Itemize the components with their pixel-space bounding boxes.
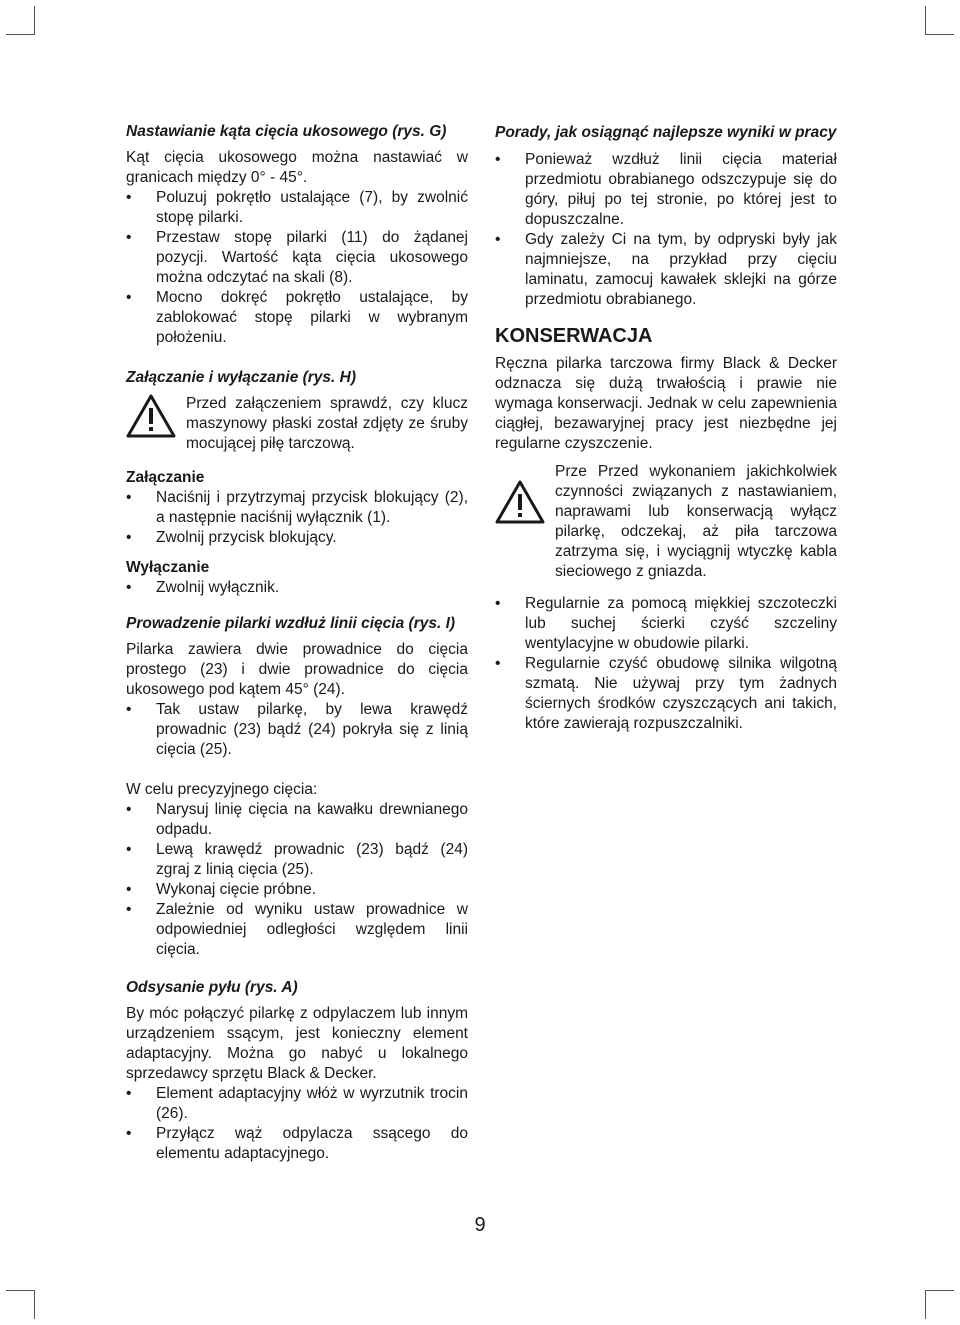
crop-mark-bottom-right	[925, 1290, 954, 1319]
switch-off-list	[126, 578, 468, 598]
crop-mark-top-left	[6, 6, 35, 35]
bevel-angle-list	[126, 188, 468, 348]
list-item: • Mocno dokręć pokrętło ustalające, by zablokować stopę pilarki w wybranym położeniu.	[126, 288, 468, 348]
guiding-intro: Pilarka zawiera dwie prowadnice do cięcia prostego (23) i dwie prowadnice do cięcia ukosowego pod kątem 45° (24).	[126, 641, 468, 698]
dust-extraction-list	[126, 1084, 468, 1164]
maintenance-heading: KONSERWACJA	[495, 325, 653, 347]
switch-off-heading: Wyłączanie	[126, 559, 210, 576]
list-item: • Regularnie czyść obudowę silnika wilgotną szmatą. Nie używaj przy tym żadnych ściernych środków czyszczących ani takich, które zawierają rozpuszczalniki.	[495, 654, 837, 734]
crop-mark-top-right	[925, 6, 954, 35]
maintenance-warning	[495, 462, 837, 582]
list-item: • Zwolnij przycisk blokujący.	[126, 528, 468, 548]
list-item: • Zależnie od wyniku ustaw prowadnice w odpowiedniej odległości względem linii cięcia.	[126, 900, 468, 960]
bevel-angle-intro: Kąt cięcia ukosowego można nastawiać w granicach między 0° - 45°.	[126, 149, 468, 186]
guiding-heading: Prowadzenie pilarki wzdłuż linii cięcia (rys. I)	[126, 615, 456, 632]
list-item: • Element adaptacyjny włóż w wyrzutnik trocin (26).	[126, 1084, 468, 1124]
page-number: 9	[474, 1214, 486, 1236]
crop-mark-bottom-left	[6, 1290, 35, 1319]
warning-text: Przed załączeniem sprawdź, czy klucz maszynowy płaski został zdjęty ze śruby mocującej piłę tarczową.	[186, 395, 468, 452]
switching-heading: Załączanie i wyłączanie (rys. H)	[126, 369, 357, 386]
list-item: • Wykonaj cięcie próbne.	[126, 880, 468, 900]
guiding-list	[126, 700, 468, 760]
maintenance-list	[495, 594, 837, 734]
tips-heading: Porady, jak osiągnąć najlepsze wyniki w pracy	[495, 124, 837, 141]
list-item: • Lewą krawędź prowadnic (23) bądź (24) zgraj z linią cięcia (25).	[126, 840, 468, 880]
list-item: • Tak ustaw pilarkę, by lewa krawędź prowadnic (23) bądź (24) pokryła się z linią cięcia (25).	[126, 700, 468, 760]
dust-extraction-heading: Odsysanie pyłu (rys. A)	[126, 979, 298, 996]
precise-cut-list	[126, 800, 468, 960]
warning-triangle-icon	[495, 480, 545, 524]
list-item: • Przyłącz wąż odpylacza ssącego do elementu adaptacyjnego.	[126, 1124, 468, 1164]
precise-cut-intro: W celu precyzyjnego cięcia:	[126, 781, 318, 798]
list-item: • Gdy zależy Ci na tym, by odpryski były jak najmniejsze, na przykład przy cięciu laminatu, zamocuj kawałek sklejki na górze przedmiotu obrabianego.	[495, 230, 837, 310]
bevel-angle-heading: Nastawianie kąta cięcia ukosowego (rys. G)	[126, 123, 447, 140]
list-item: • Przestaw stopę pilarki (11) do żądanej pozycji. Wartość kąta cięcia ukosowego można odczytać na skali (8).	[126, 228, 468, 288]
list-item: • Ponieważ wzdłuż linii cięcia materiał przedmiotu obrabianego odszczypuje się do góry, piłuj po tej stronie, po której jest to dopuszczalne.	[495, 150, 837, 230]
switching-warning	[126, 394, 468, 454]
maintenance-intro: Ręczna pilarka tarczowa firmy Black & Decker odznacza się dużą trwałością i prawie nie wymaga konserwacji. Jednak w celu zapewnienia ciągłej, bezawaryjnej pracy jest niezbędne jej regularne czyszczenie.	[495, 355, 837, 452]
warning-text: Prze Przed wykonaniem jakichkolwiek czynności związanych z nastawianiem, naprawami lub konserwacją wyłącz pilarkę, odczekaj, aż piła tarczowa zatrzyma się, i wyciągnij wtyczkę kabla sieciowego z gniazda.	[555, 463, 837, 580]
left-column	[126, 122, 468, 1164]
right-column	[495, 122, 837, 734]
dust-extraction-intro: By móc połączyć pilarkę z odpylaczem lub innym urządzeniem ssącym, jest konieczny element adaptacyjny. Można go nabyć u lokalnego sprzedawcy sprzętu Black & Decker.	[126, 1005, 468, 1082]
list-item: • Regularnie za pomocą miękkiej szczoteczki lub suchej ścierki czyść szczeliny wentylacyjne w obudowie pilarki.	[495, 594, 837, 654]
tips-list	[495, 150, 837, 310]
switch-on-heading: Załączanie	[126, 469, 205, 486]
list-item: • Poluzuj pokrętło ustalające (7), by zwolnić stopę pilarki.	[126, 188, 468, 228]
list-item: • Naciśnij i przytrzymaj przycisk blokujący (2), a następnie naciśnij wyłącznik (1).	[126, 488, 468, 528]
list-item: • Zwolnij wyłącznik.	[126, 578, 468, 598]
list-item: • Narysuj linię cięcia na kawałku drewnianego odpadu.	[126, 800, 468, 840]
switch-on-list	[126, 488, 468, 548]
warning-triangle-icon	[126, 394, 176, 438]
